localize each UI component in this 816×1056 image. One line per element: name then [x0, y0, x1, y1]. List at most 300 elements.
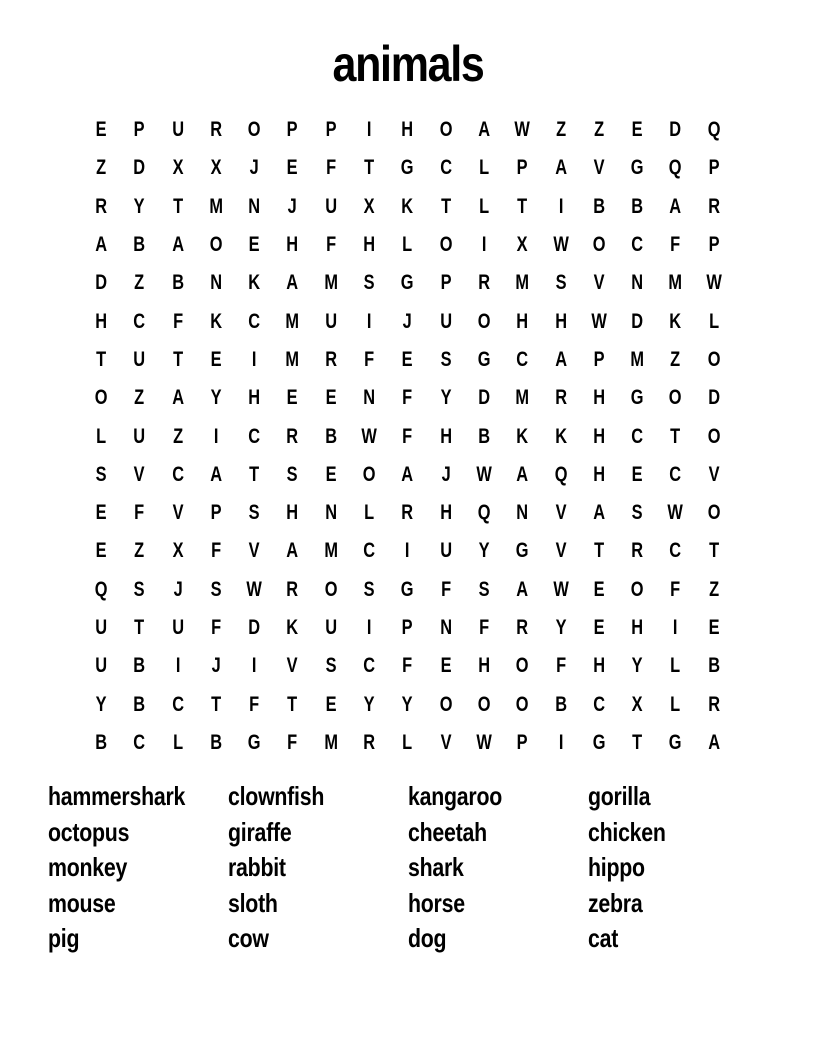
grid-cell[interactable]: E — [325, 462, 337, 486]
grid-cell[interactable]: C — [516, 347, 529, 371]
grid-cell[interactable]: K — [248, 271, 261, 295]
grid-cell[interactable]: P — [516, 156, 528, 180]
grid-cell[interactable]: R — [707, 194, 720, 218]
grid-cell[interactable]: R — [516, 616, 529, 639]
grid-cell[interactable]: B — [210, 730, 222, 754]
grid-cell[interactable]: S — [478, 577, 490, 601]
grid-cell[interactable]: W — [361, 424, 377, 448]
grid-cell[interactable]: O — [362, 462, 376, 486]
grid-cell[interactable]: L — [670, 654, 681, 678]
grid-cell[interactable]: A — [95, 233, 108, 257]
grid-cell[interactable]: A — [210, 462, 222, 486]
grid-cell[interactable]: N — [248, 194, 261, 218]
grid-cell[interactable]: T — [517, 194, 528, 218]
grid-cell[interactable]: H — [95, 309, 108, 333]
word-list — [48, 779, 768, 957]
grid-cell[interactable]: I — [213, 424, 219, 448]
grid-cell[interactable]: Y — [555, 616, 567, 639]
grid-cell[interactable]: T — [172, 347, 183, 371]
grid-cell[interactable]: J — [288, 194, 298, 218]
grid-cell[interactable]: M — [630, 347, 645, 371]
grid-cell[interactable]: O — [669, 386, 682, 410]
grid-cell[interactable]: D — [478, 386, 491, 410]
grid-cell[interactable]: O — [707, 424, 721, 448]
grid-cell[interactable]: B — [133, 692, 146, 716]
grid-cell[interactable]: H — [516, 309, 529, 333]
grid-cell[interactable]: I — [366, 309, 372, 333]
grid-cell[interactable]: F — [249, 692, 260, 716]
grid-cell[interactable]: D — [248, 616, 261, 639]
grid-cell[interactable]: C — [669, 462, 682, 486]
grid-cell[interactable]: Z — [594, 118, 605, 142]
grid-cell[interactable]: Y — [363, 692, 375, 716]
grid-cell[interactable]: S — [287, 462, 299, 486]
grid-cell[interactable]: H — [439, 501, 452, 525]
grid-cell[interactable]: V — [287, 654, 299, 678]
grid-cell[interactable]: J — [249, 156, 259, 180]
grid-cell[interactable]: A — [401, 462, 414, 486]
grid-cell[interactable]: E — [287, 386, 299, 410]
grid-cell[interactable]: H — [593, 462, 605, 486]
grid-cell[interactable]: G — [247, 730, 261, 754]
grid-cell[interactable]: M — [324, 271, 338, 295]
grid-cell[interactable]: E — [631, 462, 643, 486]
word-list-item: hippo — [588, 852, 645, 883]
grid-cell[interactable]: F — [325, 156, 336, 180]
grid-cell[interactable]: G — [592, 730, 606, 754]
grid-cell[interactable]: M — [668, 271, 683, 295]
grid-cell[interactable]: N — [363, 386, 376, 410]
grid-cell[interactable]: W — [591, 309, 607, 333]
grid-cell[interactable]: Q — [707, 118, 721, 142]
grid-cell[interactable]: X — [516, 233, 528, 257]
grid-cell[interactable]: B — [707, 654, 720, 678]
grid-cell[interactable]: D — [669, 118, 682, 142]
grid-cell[interactable]: M — [285, 347, 300, 371]
grid-cell[interactable]: T — [708, 539, 719, 563]
grid-cell[interactable]: V — [248, 539, 260, 563]
grid-cell[interactable]: A — [171, 386, 184, 410]
grid-cell[interactable]: V — [172, 501, 184, 525]
grid-cell[interactable]: R — [363, 730, 376, 754]
grid-cell[interactable]: Y — [210, 386, 222, 410]
grid-cell[interactable]: A — [171, 233, 184, 257]
grid-cell[interactable]: R — [286, 577, 299, 601]
grid-cell[interactable]: F — [364, 347, 375, 371]
grid-cell[interactable]: Y — [631, 654, 643, 678]
grid-cell[interactable]: Z — [670, 347, 681, 371]
grid-cell[interactable]: I — [558, 194, 563, 218]
grid-cell[interactable]: F — [325, 233, 336, 257]
grid-cell[interactable]: I — [673, 616, 678, 639]
word-list-item: horse — [408, 887, 465, 918]
grid-cell[interactable]: F — [402, 424, 413, 448]
grid-cell[interactable]: Y — [478, 539, 490, 563]
grid-cell[interactable]: A — [669, 194, 682, 218]
grid-cell[interactable]: H — [248, 386, 261, 410]
grid-cell[interactable]: A — [707, 730, 720, 754]
grid-cell[interactable]: I — [366, 118, 372, 142]
grid-cell[interactable]: S — [440, 347, 452, 371]
grid-cell[interactable]: E — [287, 156, 299, 180]
grid-cell[interactable]: T — [249, 462, 260, 486]
grid-cell[interactable]: B — [95, 730, 108, 754]
grid-cell[interactable]: C — [593, 692, 605, 716]
grid-cell[interactable]: T — [364, 156, 375, 180]
grid-cell[interactable]: B — [554, 692, 567, 716]
grid-cell[interactable]: P — [516, 730, 528, 754]
grid-cell[interactable]: H — [439, 424, 452, 448]
grid-cell[interactable]: X — [631, 692, 643, 716]
grid-cell[interactable]: H — [593, 424, 605, 448]
grid-cell[interactable]: W — [667, 501, 684, 525]
grid-cell[interactable]: F — [134, 501, 145, 525]
grid-cell[interactable]: E — [593, 577, 605, 601]
grid-cell[interactable]: E — [210, 347, 222, 371]
grid-cell[interactable]: H — [593, 654, 605, 678]
grid-cell[interactable]: C — [363, 654, 376, 678]
grid-cell[interactable]: Q — [94, 577, 108, 601]
grid-cell[interactable]: O — [439, 233, 453, 257]
grid-cell[interactable]: L — [172, 730, 183, 754]
grid-cell[interactable]: T — [440, 194, 451, 218]
grid-cell[interactable]: Z — [555, 118, 566, 142]
grid-cell[interactable]: C — [439, 156, 452, 180]
grid-cell[interactable]: E — [95, 539, 107, 563]
grid-cell[interactable]: E — [248, 233, 260, 257]
grid-cell[interactable]: I — [175, 654, 181, 678]
grid-cell[interactable]: L — [364, 501, 375, 525]
grid-cell[interactable]: O — [592, 233, 606, 257]
grid-cell[interactable]: U — [439, 539, 452, 563]
grid-cell[interactable]: T — [670, 424, 681, 448]
grid-cell[interactable]: H — [593, 386, 605, 410]
grid-cell[interactable]: W — [706, 271, 722, 295]
grid-cell[interactable]: I — [366, 616, 372, 639]
grid-cell[interactable]: V — [593, 156, 605, 180]
grid-cell[interactable]: D — [133, 156, 146, 180]
grid-cell[interactable]: J — [173, 577, 183, 601]
grid-cell[interactable]: I — [252, 347, 257, 371]
grid-cell[interactable]: A — [478, 118, 491, 142]
grid-cell[interactable]: P — [133, 118, 145, 142]
grid-cell[interactable]: M — [209, 194, 223, 218]
grid-cell[interactable]: A — [286, 539, 299, 563]
grid-cell[interactable]: P — [708, 156, 720, 180]
grid-cell[interactable]: E — [325, 386, 337, 410]
grid-cell[interactable]: C — [631, 424, 644, 448]
grid-cell[interactable]: W — [514, 118, 531, 142]
grid-cell[interactable]: X — [210, 156, 222, 180]
grid-cell[interactable]: X — [363, 194, 375, 218]
grid-cell[interactable]: H — [631, 616, 644, 639]
grid-cell[interactable]: U — [95, 654, 108, 678]
grid-cell[interactable]: P — [593, 347, 605, 371]
grid-cell[interactable]: O — [707, 501, 721, 525]
grid-cell[interactable]: A — [286, 271, 299, 295]
grid-cell[interactable]: F — [479, 616, 490, 639]
grid-cell[interactable]: O — [707, 347, 721, 371]
grid-cell[interactable]: B — [325, 424, 337, 448]
grid-cell[interactable]: P — [325, 118, 337, 142]
grid-cell[interactable]: N — [439, 616, 452, 639]
grid-cell[interactable]: R — [95, 194, 108, 218]
grid-cell[interactable]: A — [554, 347, 567, 371]
grid-cell[interactable]: C — [171, 692, 184, 716]
grid-cell[interactable]: E — [402, 347, 413, 371]
grid-cell[interactable]: K — [554, 424, 567, 448]
grid-cell[interactable]: O — [439, 118, 453, 142]
grid-cell[interactable]: Z — [96, 156, 107, 180]
grid-cell[interactable]: S — [631, 501, 643, 525]
grid-cell[interactable]: L — [670, 692, 681, 716]
grid-cell[interactable]: N — [516, 501, 529, 525]
grid-cell[interactable]: C — [248, 424, 261, 448]
word-list-item: cow — [228, 923, 269, 954]
grid-cell[interactable]: C — [133, 309, 146, 333]
grid-cell[interactable]: B — [133, 654, 146, 678]
grid-cell[interactable]: D — [631, 309, 644, 333]
grid-cell[interactable]: M — [515, 386, 530, 410]
grid-cell[interactable]: U — [133, 424, 146, 448]
grid-cell[interactable]: O — [439, 692, 453, 716]
grid-cell[interactable]: U — [439, 309, 452, 333]
grid-cell[interactable]: N — [210, 271, 222, 295]
grid-cell[interactable]: L — [479, 194, 490, 218]
grid-cell[interactable]: N — [631, 271, 644, 295]
grid-cell[interactable]: H — [478, 654, 491, 678]
grid-cell[interactable]: B — [631, 194, 644, 218]
grid-cell[interactable]: T — [632, 730, 643, 754]
letter-grid — [82, 111, 733, 762]
grid-cell[interactable]: F — [670, 577, 681, 601]
grid-cell[interactable]: M — [324, 730, 338, 754]
grid-cell[interactable]: G — [477, 347, 491, 371]
grid-cell[interactable]: E — [440, 654, 452, 678]
grid-cell[interactable]: L — [708, 309, 719, 333]
word-list-item: chicken — [588, 816, 666, 847]
grid-cell[interactable]: G — [630, 156, 644, 180]
grid-cell[interactable]: S — [325, 654, 337, 678]
grid-cell[interactable]: Z — [708, 577, 719, 601]
grid-cell[interactable]: W — [246, 577, 263, 601]
grid-cell[interactable]: Q — [669, 156, 682, 180]
grid-cell[interactable]: O — [630, 577, 644, 601]
grid-cell[interactable]: E — [95, 501, 107, 525]
grid-cell[interactable]: G — [401, 271, 414, 295]
word-list-item: giraffe — [228, 816, 292, 847]
grid-cell[interactable]: U — [325, 616, 337, 639]
grid-cell[interactable]: R — [631, 539, 644, 563]
grid-cell[interactable]: Y — [95, 692, 107, 716]
grid-cell[interactable]: R — [554, 386, 567, 410]
grid-cell[interactable]: M — [285, 309, 300, 333]
grid-cell[interactable]: I — [481, 233, 487, 257]
grid-cell[interactable]: R — [210, 118, 222, 142]
grid-cell[interactable]: S — [363, 271, 375, 295]
grid-cell[interactable]: S — [133, 577, 145, 601]
grid-cell[interactable]: U — [325, 194, 337, 218]
puzzle-title: animals — [332, 36, 484, 92]
word-list-item: mouse — [48, 887, 116, 918]
grid-cell[interactable]: E — [593, 616, 605, 639]
grid-cell[interactable]: L — [402, 730, 413, 754]
grid-cell[interactable]: V — [133, 462, 145, 486]
grid-cell[interactable]: F — [172, 309, 183, 333]
grid-cell[interactable]: P — [440, 271, 452, 295]
grid-cell[interactable]: T — [172, 194, 183, 218]
grid-cell[interactable]: C — [248, 309, 261, 333]
grid-cell[interactable]: J — [402, 309, 413, 333]
grid-cell[interactable]: B — [133, 233, 146, 257]
grid-cell[interactable]: G — [630, 386, 644, 410]
grid-cell[interactable]: U — [95, 616, 108, 639]
grid-cell[interactable]: H — [363, 233, 376, 257]
grid-cell[interactable]: O — [477, 692, 491, 716]
grid-cell[interactable]: R — [707, 692, 720, 716]
grid-cell[interactable]: O — [477, 309, 491, 333]
grid-cell[interactable]: T — [134, 616, 145, 639]
grid-cell[interactable]: L — [96, 424, 107, 448]
grid-cell[interactable]: C — [631, 233, 644, 257]
grid-cell[interactable]: Z — [134, 271, 145, 295]
grid-cell[interactable]: E — [95, 118, 107, 142]
grid-cell[interactable]: R — [286, 424, 299, 448]
grid-cell[interactable]: V — [555, 539, 567, 563]
grid-cell[interactable]: V — [440, 730, 452, 754]
grid-cell[interactable]: S — [95, 462, 107, 486]
grid-cell[interactable]: A — [516, 462, 529, 486]
grid-cell[interactable]: B — [171, 271, 184, 295]
grid-cell[interactable]: W — [552, 577, 569, 601]
grid-cell[interactable]: S — [363, 577, 375, 601]
grid-cell[interactable]: F — [211, 539, 222, 563]
grid-cell[interactable]: F — [555, 654, 566, 678]
grid-cell[interactable]: K — [210, 309, 222, 333]
grid-cell[interactable]: R — [325, 347, 337, 371]
grid-cell[interactable]: E — [325, 692, 337, 716]
grid-cell[interactable]: F — [440, 577, 451, 601]
grid-cell[interactable]: U — [133, 347, 146, 371]
grid-cell[interactable]: A — [554, 156, 567, 180]
grid-cell[interactable]: W — [476, 462, 492, 486]
word-list-item: dog — [408, 923, 447, 954]
grid-cell[interactable]: G — [516, 539, 529, 563]
grid-cell[interactable]: U — [325, 309, 337, 333]
grid-cell[interactable]: J — [211, 654, 221, 678]
grid-cell[interactable]: L — [402, 233, 413, 257]
grid-cell[interactable]: V — [708, 462, 720, 486]
grid-cell[interactable]: D — [95, 271, 108, 295]
grid-cell[interactable]: C — [171, 462, 184, 486]
grid-cell[interactable]: O — [324, 577, 338, 601]
grid-cell[interactable]: Z — [134, 386, 145, 410]
grid-cell[interactable]: H — [401, 118, 414, 142]
grid-cell[interactable]: L — [479, 156, 490, 180]
grid-cell[interactable]: F — [402, 386, 413, 410]
grid-cell[interactable]: O — [247, 118, 261, 142]
grid-cell[interactable]: G — [669, 730, 682, 754]
grid-cell[interactable]: Q — [477, 501, 491, 525]
grid-cell[interactable]: Z — [172, 424, 183, 448]
grid-cell[interactable]: U — [171, 616, 184, 639]
grid-cell[interactable]: O — [94, 386, 108, 410]
grid-cell[interactable]: F — [287, 730, 298, 754]
grid-cell[interactable]: T — [594, 539, 605, 563]
grid-cell[interactable]: Y — [133, 194, 145, 218]
grid-cell[interactable]: S — [210, 577, 222, 601]
grid-cell[interactable]: B — [478, 424, 491, 448]
grid-cell[interactable]: H — [554, 309, 567, 333]
grid-cell[interactable]: T — [287, 692, 298, 716]
grid-cell[interactable]: W — [552, 233, 569, 257]
grid-cell[interactable]: V — [593, 271, 605, 295]
grid-cell[interactable]: R — [401, 501, 414, 525]
grid-cell[interactable]: P — [708, 233, 720, 257]
grid-cell[interactable]: N — [325, 501, 337, 525]
grid-cell[interactable]: K — [669, 309, 682, 333]
grid-cell[interactable]: F — [670, 233, 681, 257]
grid-cell[interactable]: U — [171, 118, 184, 142]
grid-cell[interactable]: T — [96, 347, 107, 371]
grid-cell[interactable]: W — [476, 730, 492, 754]
grid-cell[interactable]: I — [558, 730, 563, 754]
grid-cell[interactable]: G — [401, 156, 414, 180]
grid-cell[interactable]: I — [405, 539, 410, 563]
grid-cell[interactable]: G — [401, 577, 414, 601]
grid-cell[interactable]: K — [401, 194, 414, 218]
grid-cell[interactable]: P — [402, 616, 413, 639]
grid-cell[interactable]: A — [593, 501, 605, 525]
word-list-item: cat — [588, 923, 619, 954]
grid-cell[interactable]: Y — [440, 386, 452, 410]
grid-cell[interactable]: O — [516, 654, 529, 678]
grid-cell[interactable]: S — [248, 501, 260, 525]
grid-cell[interactable]: K — [516, 424, 529, 448]
grid-cell[interactable]: F — [402, 654, 413, 678]
grid-cell[interactable]: I — [252, 654, 257, 678]
grid-cell[interactable]: E — [631, 118, 643, 142]
grid-cell[interactable]: X — [172, 156, 184, 180]
grid-cell[interactable]: O — [516, 692, 529, 716]
grid-cell[interactable]: C — [133, 730, 146, 754]
grid-cell[interactable]: T — [211, 692, 222, 716]
grid-cell[interactable]: E — [708, 616, 720, 639]
grid-cell[interactable]: Z — [134, 539, 145, 563]
grid-cell[interactable]: C — [669, 539, 682, 563]
grid-cell[interactable]: M — [324, 539, 338, 563]
grid-cell[interactable]: Q — [554, 462, 568, 486]
grid-cell[interactable]: C — [363, 539, 376, 563]
grid-cell[interactable]: X — [172, 539, 184, 563]
grid-cell[interactable]: A — [516, 577, 529, 601]
grid-cell[interactable]: J — [441, 462, 451, 486]
grid-cell[interactable]: H — [286, 233, 299, 257]
grid-cell[interactable]: D — [707, 386, 720, 410]
grid-cell[interactable]: P — [287, 118, 299, 142]
grid-cell[interactable]: S — [555, 271, 567, 295]
grid-cell[interactable]: B — [593, 194, 605, 218]
grid-cell[interactable]: Y — [402, 692, 413, 716]
grid-cell[interactable]: R — [478, 271, 491, 295]
grid-cell[interactable]: O — [209, 233, 223, 257]
grid-cell[interactable]: V — [555, 501, 567, 525]
grid-cell[interactable]: F — [211, 616, 222, 639]
grid-cell[interactable]: K — [286, 616, 299, 639]
grid-cell[interactable]: H — [286, 501, 299, 525]
grid-cell[interactable]: P — [210, 501, 222, 525]
grid-cell[interactable]: M — [515, 271, 530, 295]
